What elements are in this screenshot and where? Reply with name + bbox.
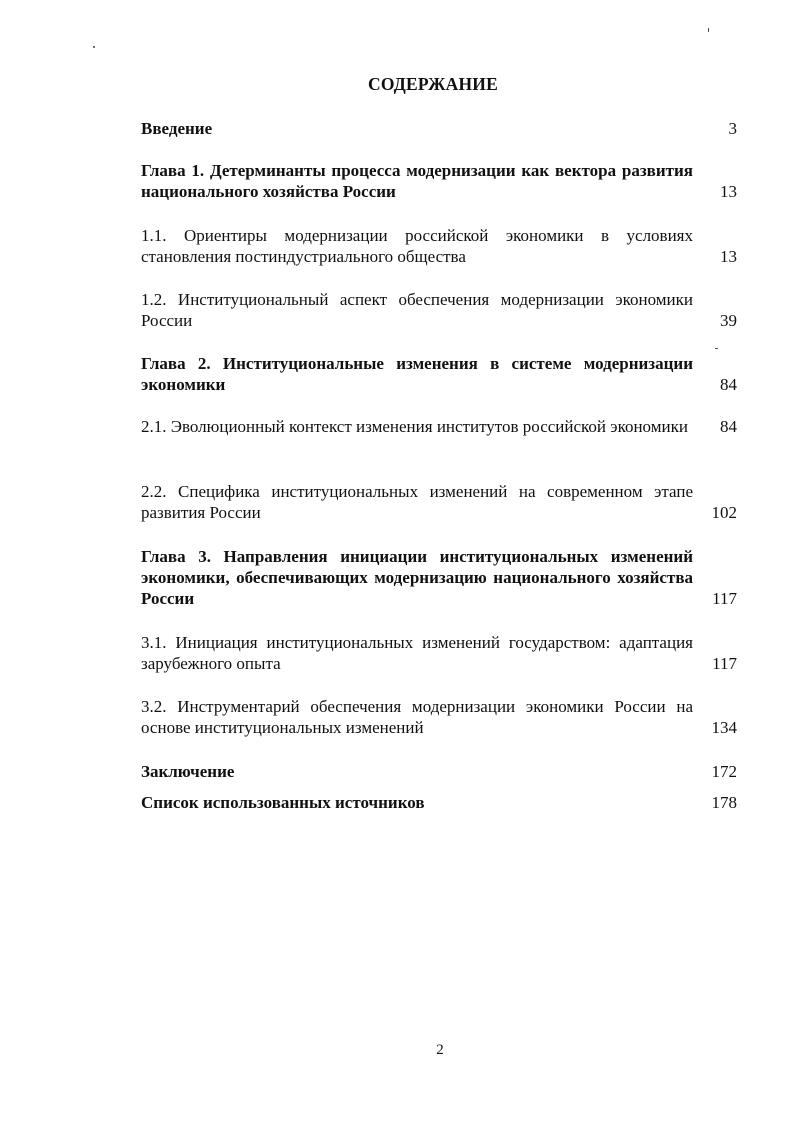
toc-entry-text: 3.2. Инструментарий обеспечения модернизации экономики России на основе институциональных изменений: [141, 697, 693, 737]
toc-entry-page: 134: [711, 718, 737, 737]
toc-entry-text: Список использованных источников: [141, 793, 425, 812]
toc-entry-page: 102: [711, 503, 737, 522]
toc-entry-text: Заключение: [141, 762, 235, 781]
toc-entry-references: [141, 792, 737, 813]
toc-entry-page: 117: [712, 654, 737, 673]
scan-speck: [715, 348, 718, 349]
toc-entry-page: 13: [720, 247, 737, 266]
toc-entry-text: Введение: [141, 119, 213, 138]
toc-entry-text: Глава 2. Институциональные изменения в системе модернизации экономики: [141, 354, 693, 394]
toc-entry-page: 13: [720, 182, 737, 201]
toc-entry-chapter-2: [141, 353, 737, 395]
toc-entry-text: 2.2. Специфика институциональных изменений на современном этапе развития России: [141, 482, 693, 522]
toc-entry-section-1-2: [141, 289, 737, 331]
toc-entry-text: 1.2. Институциональный аспект обеспечения модернизации экономики России: [141, 290, 693, 330]
toc-entry-chapter-3: [141, 546, 737, 609]
toc-entry-chapter-1: [141, 160, 737, 202]
toc-entry-text: Глава 3. Направления инициации институциональных изменений экономики, обеспечивающих модернизацию национального хозяйства России: [141, 547, 693, 608]
toc-entry-text: 3.1. Инициация институциональных изменений государством: адаптация зарубежного опыта: [141, 633, 693, 673]
toc-entry-page: 178: [711, 793, 737, 812]
toc-entry-section-2-1: [141, 416, 737, 437]
toc-entry-text: 2.1. Эволюционный контекст изменения институтов российской экономики: [141, 417, 688, 436]
toc-entry-page: 39: [720, 311, 737, 330]
toc-entry-section-2-2: [141, 481, 737, 523]
page-number: 2: [436, 1042, 444, 1058]
toc-entry-text: Глава 1. Детерминанты процесса модернизации как вектора развития национального хозяйства России: [141, 161, 693, 201]
toc-entry-section-1-1: [141, 225, 737, 267]
scan-speck: [708, 28, 709, 32]
toc-entry-page: 3: [728, 119, 737, 138]
toc-entry-page: 84: [720, 375, 737, 394]
toc-entry-section-3-1: [141, 632, 737, 674]
toc-entry-page: 172: [711, 762, 737, 781]
toc-entry-page: 84: [720, 417, 737, 436]
scan-speck: [93, 46, 95, 48]
toc-entry-page: 117: [712, 589, 737, 608]
toc-entry-text: 1.1. Ориентиры модернизации российской экономики в условиях становления постиндустриального общества: [141, 226, 693, 266]
page-title: СОДЕРЖАНИЕ: [367, 74, 498, 94]
toc-entry-intro: [141, 118, 737, 139]
toc-entry-conclusion: [141, 761, 737, 782]
toc-entry-section-3-2: [141, 696, 737, 738]
